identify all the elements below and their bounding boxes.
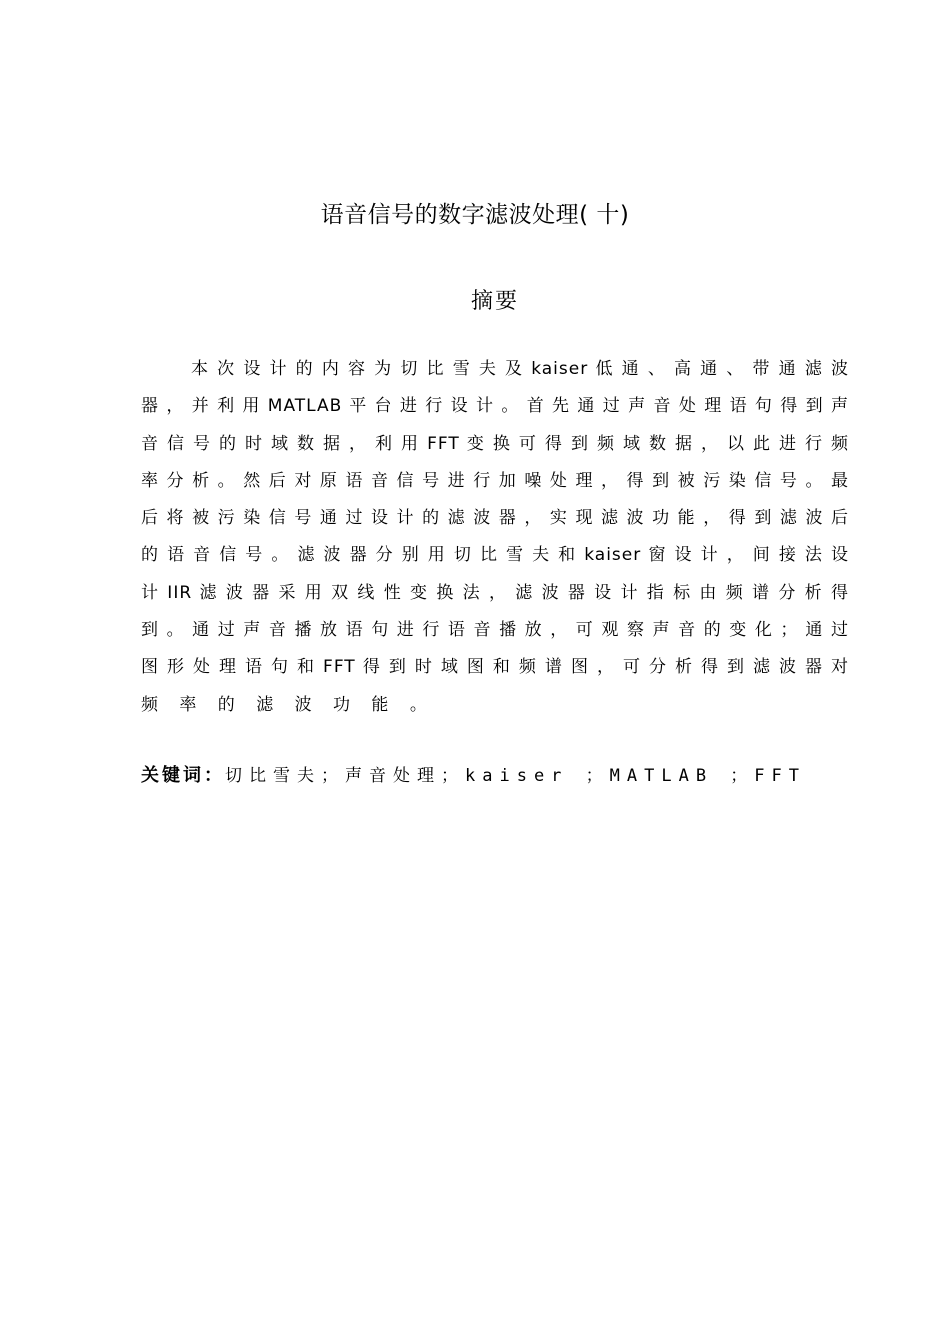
abstract-line: 音 信 号 的 时 域 数 据 ， 利 用 FFT 变 换 可 得 到 频 域 数 据 ， 以 此 进 行 频	[141, 433, 849, 454]
abstract-line: 到 。 通 过 声 音 播 放 语 句 进 行 语 音 播 放 ， 可 观 察 声 音 的 变 化 ； 通 过	[141, 620, 849, 641]
keywords-label: 关键词：	[141, 765, 225, 786]
abstract-line: 计 IIR 滤 波 器 采 用 双 线 性 变 换 法 ， 滤 波 器 设 计 指 标 由 频 谱 分 析 得	[141, 582, 849, 603]
abstract-line: 器 ， 并 利 用 MATLAB 平 台 进 行 设 计 。 首 先 通 过 声 音 处 理 语 句 得 到 声	[141, 396, 849, 417]
abstract-heading: 摘要	[470, 289, 519, 314]
abstract-line: 率 分 析 。 然 后 对 原 语 音 信 号 进 行 加 噪 处 理 ， 得 到 被 污 染 信 号 。 最	[141, 470, 849, 491]
abstract-body	[141, 355, 849, 728]
abstract-line: 本 次 设 计 的 内 容 为 切 比 雪 夫 及 kaiser 低 通 、 高 通 、 带 通 滤 波	[191, 359, 849, 379]
keywords-values: 切比雪夫；声音处理；kaiser ；MATLAB ；FFT	[225, 766, 806, 786]
abstract-line: 后 将 被 污 染 信 号 通 过 设 计 的 滤 波 器 ， 实 现 滤 波 功 能 ， 得 到 滤 波 后	[141, 508, 849, 529]
abstract-line: 图 形 处 理 语 句 和 FFT 得 到 时 域 图 和 频 谱 图 ， 可 分 析 得 到 滤 波 器 对	[141, 657, 849, 678]
abstract-line: 频 率 的 滤 波 功 能 。	[141, 694, 435, 715]
keywords-row	[141, 762, 841, 790]
document-title: 语音信号的数字滤波处理( 十)	[320, 202, 630, 228]
abstract-line: 的 语 音 信 号 。 滤 波 器 分 别 用 切 比 雪 夫 和 kaiser 窗 设 计 ， 间 接 法 设	[141, 545, 849, 566]
